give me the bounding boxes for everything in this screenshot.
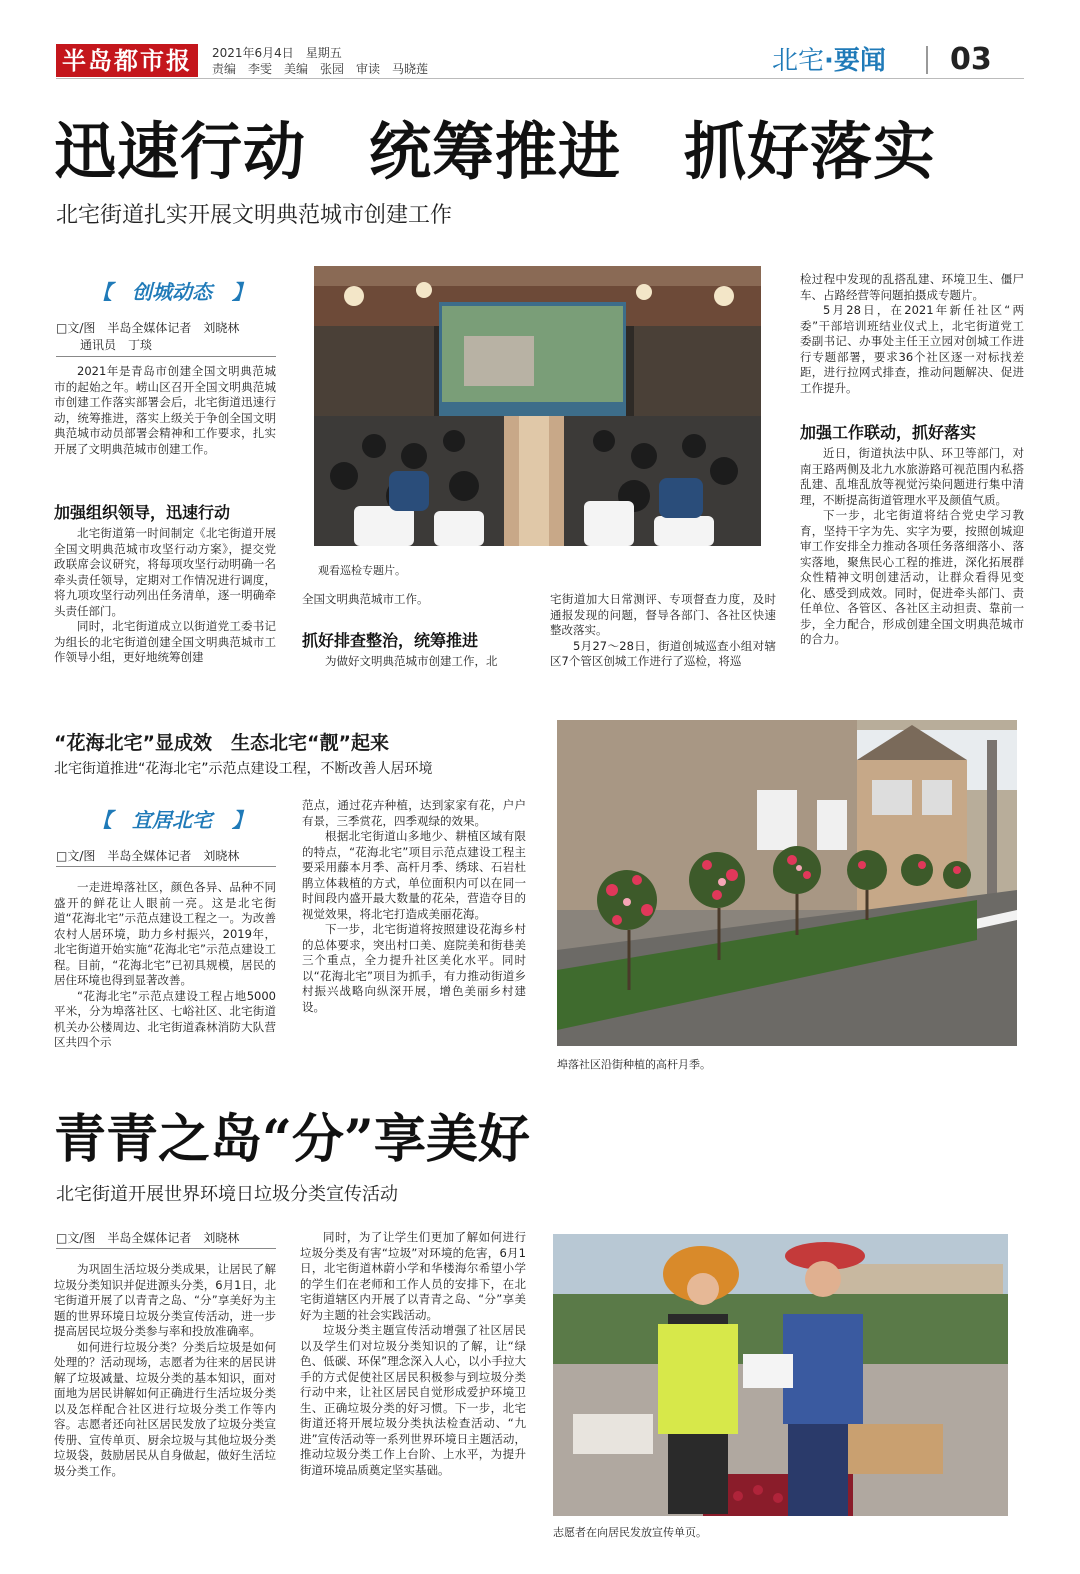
section-label xyxy=(772,44,922,78)
paragraph: 全国文明典范城市工作。 xyxy=(302,592,429,606)
article1-column-2 xyxy=(302,592,526,608)
section-dot: · xyxy=(824,46,834,76)
paragraph: 检过程中发现的乱搭乱建、环境卫生、僵尸车、占路经营等问题拍摄成专题片。 xyxy=(800,272,1024,302)
article1-column-3 xyxy=(550,592,776,670)
conference-photo-image xyxy=(314,266,761,546)
conference-photo xyxy=(314,266,761,546)
paragraph: 如何进行垃圾分类？分类后垃圾是如何处理的？活动现场，志愿者为往来的居民讲解了垃圾减量、垃圾分类的基本知识，面对面地为居民讲解如何正确进行生活垃圾分类以及怎样配合社区进行垃圾分类工作等内容。志愿者还向社区居民发放了垃圾分类宣传册、宣传单页、厨余垃圾与其他垃圾分类垃圾袋，鼓励居民从自身做起，做好生活垃圾分类工作。 xyxy=(54,1339,276,1478)
volunteers-photo-caption: 志愿者在向居民发放宣传单页。 xyxy=(553,1526,707,1539)
paragraph: 垃圾分类主题宣传活动增强了社区居民以及学生们对垃圾分类知识的了解，让“绿色、低碳、环保”理念深入人心，以小手拉大手的方式促使社区居民积极参与到垃圾分类行动中来，让社区居民自觉形成爱护环境卫生、正确垃圾分类的好习惯。下一步，北宅街道还将开展垃圾分类执法检查活动、“九进”宣传活动等一系列世界环境日主题活动，推动垃圾分类工作上台阶、上水平，为提升街道环境品质奠定坚实基础。 xyxy=(300,1323,526,1477)
article1-subhead-3: 加强工作联动，抓好落实 xyxy=(800,423,977,442)
volunteers-photo xyxy=(553,1234,1008,1516)
article3-subtitle: 北宅街道开展世界环境日垃圾分类宣传活动 xyxy=(56,1184,398,1205)
conference-photo-caption: 观看巡检专题片。 xyxy=(318,564,406,577)
article1-byline-2: 通讯员 丁琰 xyxy=(80,338,153,352)
paragraph: “花海北宅”示范点建设工程占地5000平米，分为埠落社区、七峪社区、北宅街道机关办公楼周边、北宅街道森林消防大队营区共四个示 xyxy=(54,988,276,1049)
article1-column-1b xyxy=(54,526,276,666)
article1-column-1 xyxy=(54,364,276,457)
article2-column-tag: 【 宜居北宅 】 xyxy=(92,808,252,832)
byline-rule xyxy=(56,866,276,867)
section-prefix: 北宅 xyxy=(772,46,825,76)
article2-column-1 xyxy=(54,880,276,1051)
byline-rule xyxy=(56,1248,276,1249)
paragraph: 2021年是青岛市创建全国文明典范城市的起始之年。崂山区召开全国文明典范城市创建工作落实部署会后，北宅街道迅速行动，统筹推进，落实上级关于争创全国文明典范城市动员部署会精神和工作要求，扎实开展了文明典范城市创建工作。 xyxy=(54,364,276,456)
article2-column-2 xyxy=(302,798,526,1015)
article1-subtitle: 北宅街道扎实开展文明典范城市创建工作 xyxy=(56,203,453,228)
masthead-rule xyxy=(56,78,1024,79)
article1-column-tag: 【 创城动态 】 xyxy=(92,280,252,304)
newspaper-logo: 半岛都市报 xyxy=(56,44,198,77)
article1-headline: 迅速行动 统筹推进 抓好落实 xyxy=(54,115,937,188)
section-name: 要闻 xyxy=(833,46,886,76)
paragraph: 为巩固生活垃圾分类成果，让居民了解垃圾分类知识并促进源头分类，6月1日，北宅街道开展了以青青之岛、“分”享美好为主题的世界环境日垃圾分类宣传活动，进一步提高居民垃圾分类参与率和投放准确率。 xyxy=(54,1262,276,1338)
roses-street-image xyxy=(557,720,1017,1046)
article3-headline: 青青之岛“分”享美好 xyxy=(54,1109,530,1170)
article1-subhead-2: 抓好排查整治，统筹推进 xyxy=(302,631,479,650)
article3-column-2 xyxy=(300,1230,526,1478)
byline-rule xyxy=(56,356,276,357)
article3-column-1 xyxy=(54,1262,276,1479)
paragraph: 为做好文明典范城市创建工作，北 xyxy=(325,654,498,668)
volunteers-image xyxy=(553,1234,1008,1516)
article1-column-2b xyxy=(302,654,526,670)
paragraph: 北宅街道第一时间制定《北宅街道开展全国文明典范城市攻坚行动方案》，提交党政联席会议研究，将每项攻坚行动明确一名牵头责任领导，定期对工作情况进行调度，将九项攻坚行动列出任务清单，逐一明确牵头责任部门。 xyxy=(54,526,276,618)
paragraph: 5月27～28日，街道创城巡查小组对辖区7个管区创城工作进行了巡检，将巡 xyxy=(550,638,776,668)
paragraph: 5月28日，在2021年新任社区“两委”干部培训班结业仪式上，北宅街道党工委副书记、办事处主任王立园对创城工作进行专题部署，要求36个社区逐一对标找差距，进行拉网式排查，推动问题解决、促进工作提升。 xyxy=(800,303,1024,395)
issue-date: 2021年6月4日 星期五 xyxy=(212,46,342,60)
roses-photo-caption: 埠落社区沿街种植的高杆月季。 xyxy=(557,1058,711,1071)
roses-street-photo xyxy=(557,720,1017,1046)
article1-byline: □文/图 半岛全媒体记者 刘晓林 xyxy=(56,321,240,335)
page-number: 03 xyxy=(950,42,992,77)
article2-byline: □文/图 半岛全媒体记者 刘晓林 xyxy=(56,849,240,863)
masthead-divider xyxy=(926,46,928,74)
article3-byline: □文/图 半岛全媒体记者 刘晓林 xyxy=(56,1231,240,1245)
paragraph: 同时，为了让学生们更加了解如何进行垃圾分类及有害“垃圾”对环境的危害，6月1日，北宅街道林蔚小学和华楼海尔希望小学的学生们在老师和工作人员的安排下，在北宅街道辖区内开展了以青青之岛、“分”享美好为主题的社会实践活动。 xyxy=(300,1230,526,1322)
editors-line: 责编 李雯 美编 张园 审读 马晓莲 xyxy=(212,62,429,76)
paragraph: 下一步，北宅街道将按照建设花海乡村的总体要求，突出村口美、庭院美和街巷美三个重点，全力提升社区美化水平。同时以“花海北宅”项目为抓手，有力推动街道乡村振兴战略向纵深开展，增色美丽乡村建设。 xyxy=(302,922,526,1014)
article1-subhead-1: 加强组织领导，迅速行动 xyxy=(54,503,231,522)
article1-column-4 xyxy=(800,272,1024,396)
paragraph: 下一步，北宅街道将结合党史学习教育，坚持干字为先、实字为要，按照创城迎审工作安排全力推动各项任务落细落小、落实落地，聚焦民心工程的推进，深化拓展群众性精神文明创建活动，让群众看得见变化、感受到成效。同时，促进牵头部门、责任单位、各管区、各社区主动担责、靠前一步，全力配合，形成创建全国文明典范城市的合力。 xyxy=(800,508,1024,646)
paragraph: 根据北宅街道山多地少、耕植区域有限的特点，“花海北宅”项目示范点建设工程主要采用藤本月季、高杆月季、绣球、石岩杜鹃立体栽植的方式，单位面积内可以在同一时间段内盛开最大数量的花朵，营造夺目的视觉效果，将北宅打造成美丽花海。 xyxy=(302,829,526,921)
paragraph: 同时，北宅街道成立以街道党工委书记为组长的北宅街道创建全国文明典范城市工作领导小组，更好地统筹创建 xyxy=(54,619,276,664)
paragraph: 范点，通过花卉种植，达到家家有花，户户有景，三季赏花，四季观绿的效果。 xyxy=(302,798,526,828)
paragraph: 近日，街道执法中队、环卫等部门，对南王路两侧及北九水旅游路可视范围内私搭乱建、乱堆乱放等视觉污染问题进行集中清理，不断提高街道管理水平及颜值气质。 xyxy=(800,446,1024,507)
article2-subtitle: 北宅街道推进“花海北宅”示范点建设工程，不断改善人居环境 xyxy=(54,761,433,777)
paragraph: 一走进埠落社区，颜色各异、品种不同盛开的鲜花让人眼前一亮。这是北宅街道“花海北宅”示范点建设工程之一。为改善农村人居环境，助力乡村振兴，2019年，北宅街道开始实施“花海北宅”示范点建设工程。目前，“花海北宅”已初具规模，居民的居住环境也得到显著改善。 xyxy=(54,880,276,987)
article1-column-4b xyxy=(800,446,1024,648)
paragraph: 宅街道加大日常测评、专项督查力度，及时通报发现的问题，督导各部门、各社区快速整改落实。 xyxy=(550,592,776,637)
article2-headline: “花海北宅”显成效 生态北宅“靓”起来 xyxy=(54,732,389,754)
